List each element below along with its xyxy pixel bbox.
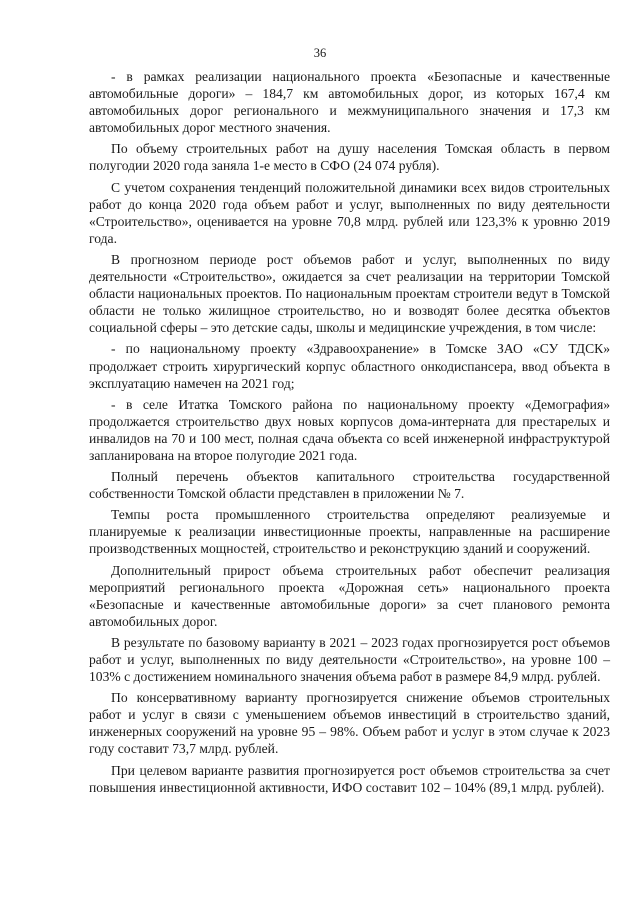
paragraph-per-capita-ranking: По объему строительных работ на душу населения Томская область в первом полугодии 2020 года заняла 1-е место в СФО (24 074 рубля). (89, 141, 610, 174)
paragraph-healthcare-project: - по национальному проекту «Здравоохранение» в Томске ЗАО «СУ ТДСК» продолжает строить хирургический корпус областного онкодиспансера, ввод объекта в эксплуатацию намечен на 2021 год; (89, 341, 610, 391)
page-number: 36 (313, 46, 327, 60)
paragraph-base-scenario: В результате по базовому варианту в 2021 – 2023 годах прогнозируется рост объемов работ и услуг, выполненных по виду деятельности «Строительство», на уровне 100 – 103% с достижением номинального значения объема работ в размере 84,9 млрд. рублей. (89, 634, 610, 685)
paragraph-conservative-scenario: По консервативному варианту прогнозируется снижение объемов строительных работ и услуг в связи с уменьшением объемов инвестиций в строительство зданий, инженерных сооружений на уровне 95 – 98%. Объем работ и услуг в этом случае к 2023 году составит 73,7 млрд. рублей. (89, 690, 610, 757)
paragraph-appendix-reference: Полный перечень объектов капитального строительства государственной собственности Томской области представлен в приложении № 7. (89, 469, 610, 502)
paragraph-2020-estimate: С учетом сохранения тенденций положительной динамики всех видов строительных работ до конца 2020 года объем работ и услуг, выполненных по виду деятельности «Строительство», оценивается на уровне 70,8 млрд. рублей или 123,3% к уровню 2019 года. (89, 179, 610, 246)
paragraph-road-network: Дополнительный прирост объема строительных работ обеспечит реализация мероприятий регионального проекта «Дорожная сеть» национального проекта «Безопасные и качественные автомобильные дороги» за счет планового ремонта автомобильных дорог. (89, 562, 610, 629)
paragraph-industrial-construction: Темпы роста промышленного строительства определяют реализуемые и планируемые к реализации инвестиционные проекты, направленные на расширение производственных мощностей, строительство и реконструкцию зданий и сооружений. (89, 507, 610, 557)
paragraph-target-scenario: При целевом варианте развития прогнозируется рост объемов строительства за счет повышения инвестиционной активности, ИФО составит 102 – 104% (89,1 млрд. рублей). (89, 762, 610, 795)
paragraph-forecast-national-projects: В прогнозном периоде рост объемов работ и услуг, выполненных по виду деятельности «Строительство», ожидается за счет реализации на территории Томской области национальных проектов. По национальным проектам строители ведут в Томской области не только жилищное строительство, но и возводят более десятка объектов социальной сферы – это детские сады, школы и медицинские учреждения, в том числе: (89, 251, 610, 336)
paragraph-demography-project: - в селе Итатка Томского района по национальному проекту «Демография» продолжается строительство двух новых корпусов дома-интерната для престарелых и инвалидов на 70 и 100 мест, полная сдача объекта со всей инженерной инфраструктурой запланирована на второе полугодие 2021 года. (89, 396, 610, 463)
page-body (89, 68, 610, 800)
paragraph-national-project-roads: - в рамках реализации национального проекта «Безопасные и качественные автомобильные дороги» – 184,7 км автомобильных дорог, из которых 167,4 км автомобильных дорог регионального и межмуниципального значения и 17,3 км автомобильных дорог местного значения. (89, 69, 610, 136)
